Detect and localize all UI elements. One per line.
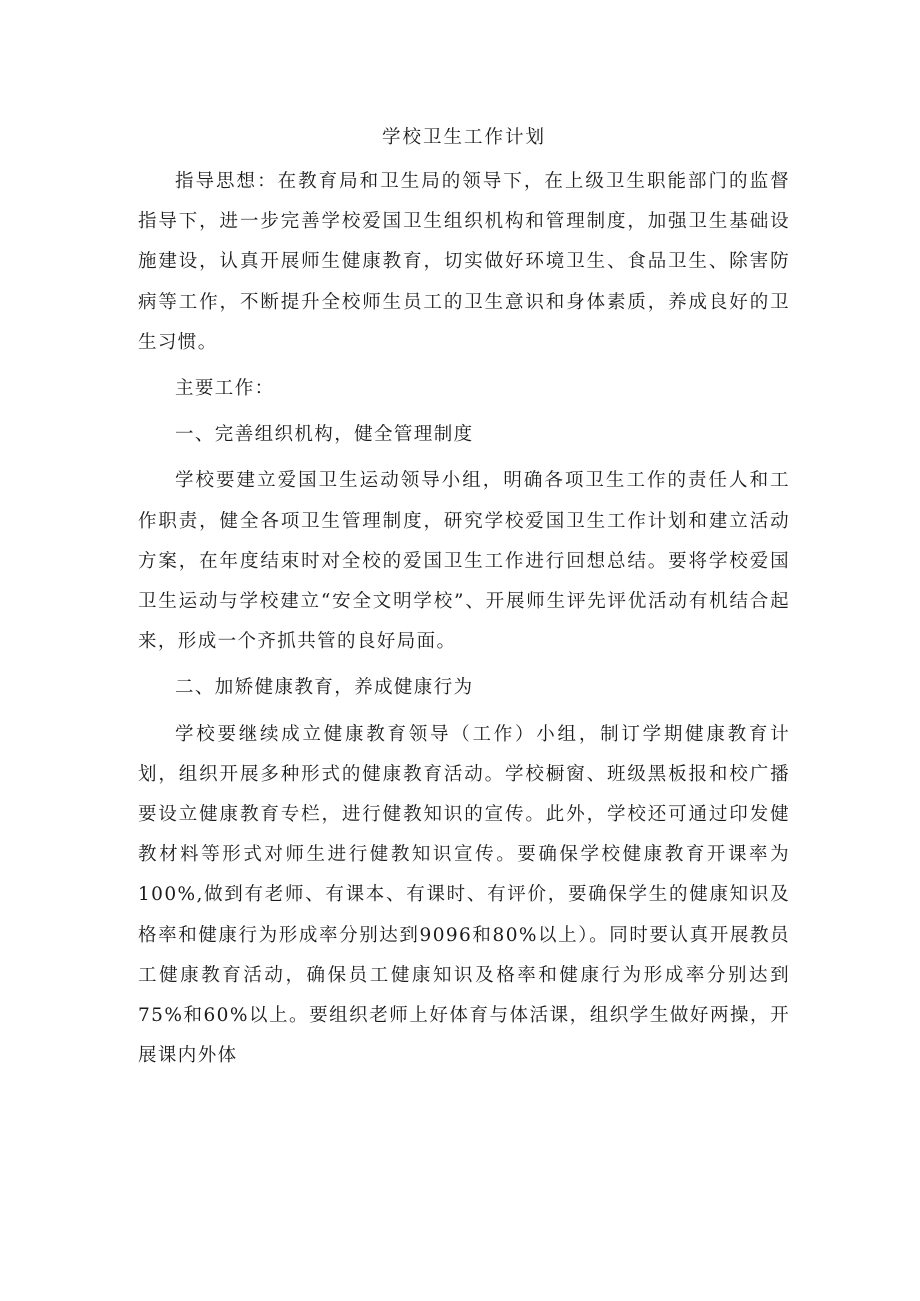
guiding-ideology-paragraph: 指导思想：在教育局和卫生局的领导下，在上级卫生职能部门的监督指导下，进一步完善学校爱国卫生组织机构和管理制度，加强卫生基础设施建设，认真开展师生健康教育，切实做好环境卫生、食品卫生、除害防病等工作，不断提升全校师生员工的卫生意识和身体素质，养成良好的卫生习惯。 <box>138 171 790 353</box>
section-2-body: 学校要继续成立健康教育领导（工作）小组，制订学期健康教育计划，组织开展多种形式的健康教育活动。学校橱窗、班级黑板报和校广播要设立健康教育专栏，进行健教知识的宣传。此外，学校还可通过印发健教材料等形式对师生进行健教知识宣传。要确保学校健康教育开课率为100%,做到有老师、有课本、有课时、有评价，要确保学生的健康知识及格率和健康行为形成率分别达到9096和80%以上）。同时要认真开展教员工健康教育活动，确保员工健康知识及格率和健康行为形成率分别达到75%和60%以上。要组织老师上好体育与体活课，组织学生做好两操，开展课内外体 <box>138 723 790 1067</box>
section-1-body: 学校要建立爱国卫生运动领导小组，明确各项卫生工作的责任人和工作职责，健全各项卫生管理制度，研究学校爱国卫生工作计划和建立活动方案，在年度结束时对全校的爱国卫生工作进行回想总结。要将学校爱国卫生运动与学校建立“安全文明学校”、开展师生评先评优活动有机结合起来，形成一个齐抓共管的良好局面。 <box>138 470 790 653</box>
section-2-heading: 二、加矫健康教育，养成健康行为 <box>175 677 474 699</box>
main-work-heading: 主要工作： <box>175 378 275 400</box>
section-1-heading: 一、完善组织机构，健全管理制度 <box>175 424 474 446</box>
document-title: 学校卫生工作计划 <box>381 127 546 148</box>
document-page <box>138 120 790 1082</box>
